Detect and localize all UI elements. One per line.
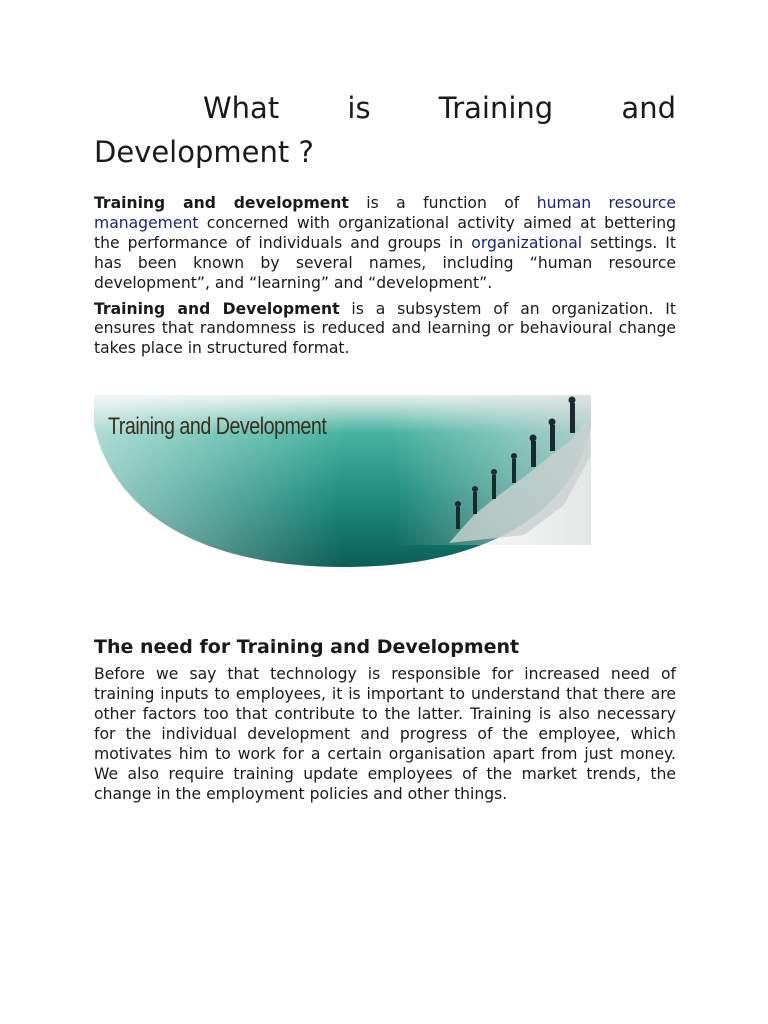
subsystem-term: Training and Development <box>94 299 340 318</box>
document-body <box>94 86 676 805</box>
title-line-2: Development ? <box>94 135 314 169</box>
intro-text: settings. It has been known by several names, including “human resource development”, and “learning” and “development”. <box>94 233 676 292</box>
subsystem-text: is a subsystem of an organization. It ensures that randomness is reduced and learning or behavioural change takes place in structured format. <box>94 299 676 358</box>
intro-paragraph <box>94 194 676 294</box>
link-organizational[interactable]: organizational <box>471 233 583 252</box>
intro-text: concerned with organizational activity aimed at bettering the performance of individuals and groups in <box>94 213 676 252</box>
intro-term: Training and development <box>94 194 349 212</box>
need-paragraph: Before we say that technology is responsible for increased need of training inputs to employees, it is important to understand that there are other factors too that contribute to the latter. Training is also necessary for the individual development and progress of the employee, which motivates him to work for a certain organisation apart from just money. We also require training update employees of the market trends, the change in the employment policies and other things. <box>94 665 676 803</box>
title-word: and <box>621 91 676 125</box>
section-heading: The need for Training and Development <box>94 636 520 659</box>
intro-text: is a function of <box>348 194 537 212</box>
subsystem-paragraph <box>94 300 676 360</box>
training-banner-image <box>94 395 591 567</box>
page-title <box>94 86 676 174</box>
title-word: What <box>203 91 280 125</box>
title-line-1 <box>94 86 676 130</box>
title-word: Training <box>438 91 554 125</box>
title-word: is <box>347 91 371 125</box>
banner-label: Training and Development <box>108 413 327 441</box>
link-human-resource-management[interactable]: human resource management <box>94 194 676 232</box>
